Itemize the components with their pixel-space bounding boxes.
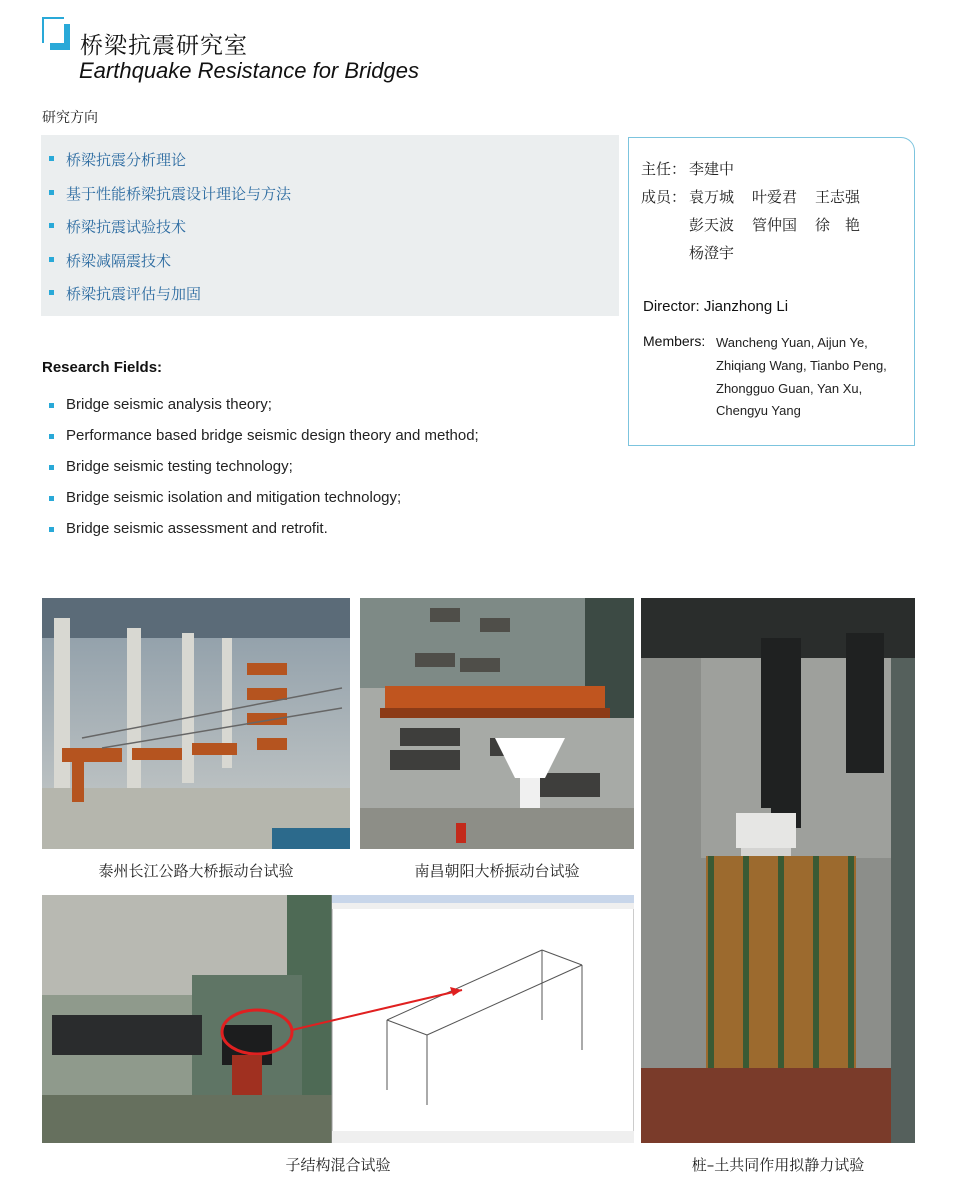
- director-label-cn: 主任：: [641, 160, 687, 178]
- members-line-en: Zhongguo Guan, Yan Xu,: [716, 381, 863, 396]
- square-bullet-icon: [49, 434, 54, 439]
- square-bullet-icon: [49, 257, 54, 262]
- member-name-cn: 袁万城: [689, 188, 735, 206]
- list-item: Performance based bridge seismic design theory and method;: [49, 427, 479, 458]
- research-list-en: [49, 396, 479, 551]
- photo-caption: 桩–土共同作用拟静力试验: [691, 1156, 865, 1174]
- member-name-cn: 管仲国: [752, 216, 798, 234]
- photo-taizhou-shake-table: [42, 598, 350, 849]
- photo-caption: 泰州长江公路大桥振动台试验: [98, 862, 294, 880]
- director-name-cn: 李建中: [689, 160, 735, 178]
- member-name-cn: 杨澄宇: [689, 244, 735, 262]
- research-list-cn: [49, 149, 291, 317]
- photo-nanchang-shake-table: [360, 598, 634, 849]
- members-label-cn: 成员：: [641, 188, 687, 206]
- page-title-cn: 桥梁抗震研究室: [80, 33, 248, 59]
- square-bullet-icon: [49, 527, 54, 532]
- photo-pile-soil-test: [641, 598, 915, 1143]
- members-line-en: Chengyu Yang: [716, 403, 801, 418]
- research-heading-en: Research Fields:: [42, 359, 163, 376]
- list-item: 桥梁抗震试验技术: [49, 216, 291, 250]
- members-line-en: Wancheng Yuan, Aijun Ye,: [716, 335, 868, 350]
- list-item: 桥梁抗震评估与加固: [49, 283, 291, 317]
- member-name-cn: 王志强: [815, 188, 861, 206]
- members-line-en: Zhiqiang Wang, Tianbo Peng,: [716, 358, 887, 373]
- square-bullet-icon: [49, 156, 54, 161]
- list-item: 基于性能桥梁抗震设计理论与方法: [49, 183, 291, 217]
- member-name-cn: 徐 艳: [815, 216, 861, 234]
- list-item: Bridge seismic testing technology;: [49, 458, 479, 489]
- member-name-cn: 叶爱君: [752, 188, 798, 206]
- logo-square-outline: [42, 17, 64, 43]
- photo-caption: 南昌朝阳大桥振动台试验: [414, 862, 580, 880]
- square-bullet-icon: [49, 496, 54, 501]
- list-item: 桥梁减隔震技术: [49, 250, 291, 284]
- photo-substructure-hybrid-test: [42, 895, 634, 1143]
- research-heading-cn: 研究方向: [42, 110, 98, 126]
- square-bullet-icon: [49, 290, 54, 295]
- list-item: Bridge seismic assessment and retrofit.: [49, 520, 479, 551]
- member-name-cn: 彭天波: [689, 216, 735, 234]
- square-bullet-icon: [49, 403, 54, 408]
- list-item: Bridge seismic isolation and mitigation technology;: [49, 489, 479, 520]
- square-bullet-icon: [49, 465, 54, 470]
- list-item: 桥梁抗震分析理论: [49, 149, 291, 183]
- members-label-en: Members:: [643, 333, 706, 349]
- square-bullet-icon: [49, 190, 54, 195]
- square-bullet-icon: [49, 223, 54, 228]
- director-en: Director: Jianzhong Li: [643, 298, 789, 315]
- staff-box: [628, 137, 915, 446]
- page-title-en: Earthquake Resistance for Bridges: [79, 58, 419, 83]
- list-item: Bridge seismic analysis theory;: [49, 396, 479, 427]
- photo-caption: 子结构混合试验: [285, 1156, 391, 1174]
